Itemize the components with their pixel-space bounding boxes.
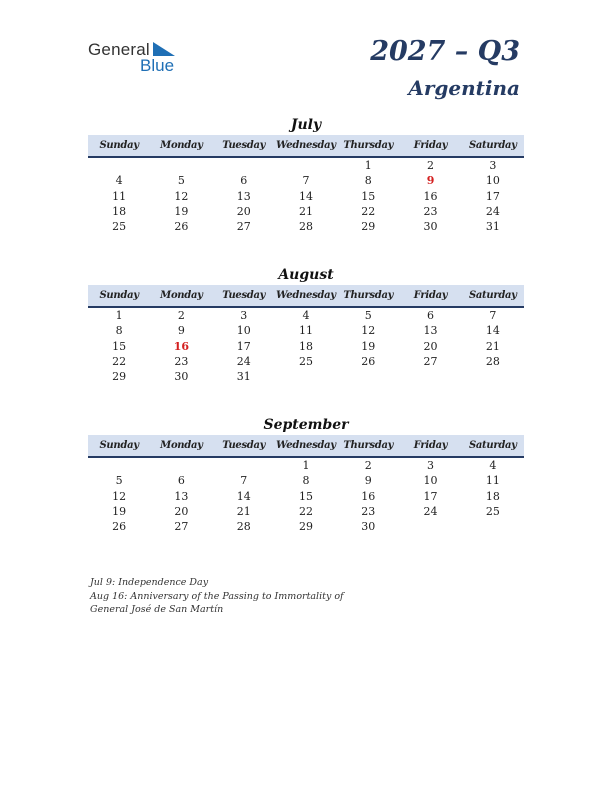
logo xyxy=(88,40,188,76)
holiday-note: General José de San Martín xyxy=(90,604,224,615)
week-row xyxy=(88,519,524,534)
date-cell: 12 xyxy=(112,489,127,503)
date-cell: 16 xyxy=(361,489,376,503)
date-cell: 21 xyxy=(485,339,500,353)
holiday-note: Aug 16: Anniversary of the Passing to Immortality of xyxy=(90,590,344,602)
weekday-label: Tuesday xyxy=(222,440,266,451)
date-cell: 27 xyxy=(236,220,251,234)
date-cell: 2 xyxy=(364,459,372,472)
date-cell: 14 xyxy=(298,189,313,203)
date-cell: 19 xyxy=(112,504,127,518)
date-cell: 25 xyxy=(485,504,500,518)
week-row xyxy=(88,189,524,204)
date-cell: 26 xyxy=(361,354,376,368)
date-cell: 12 xyxy=(174,189,189,203)
date-cell: 28 xyxy=(485,354,500,368)
weekday-label: Friday xyxy=(413,290,448,301)
weekday-label: Monday xyxy=(160,290,203,301)
date-cell: 26 xyxy=(174,220,189,234)
date-cell: 2 xyxy=(177,309,185,322)
date-cell: 5 xyxy=(115,474,123,488)
date-cell: 7 xyxy=(302,174,310,188)
month-calendar-july xyxy=(88,115,524,234)
weekday-label: Wednesday xyxy=(276,440,336,451)
date-cell: 19 xyxy=(174,204,189,218)
date-cell: 21 xyxy=(236,504,251,518)
date-cell: 10 xyxy=(423,474,438,488)
date-cell xyxy=(88,458,150,473)
weekday-label: Sunday xyxy=(99,140,139,151)
weekday-label: Thursday xyxy=(343,440,394,451)
holiday-notes xyxy=(90,576,344,617)
date-cell: 20 xyxy=(236,204,251,218)
logo-text-blue: Blue xyxy=(140,56,175,75)
date-cell: 1 xyxy=(302,459,310,472)
weekday-label: Tuesday xyxy=(222,140,266,151)
date-cell: 10 xyxy=(485,174,500,188)
date-cell: 27 xyxy=(174,520,189,534)
date-cell: 18 xyxy=(485,489,500,503)
date-cell: 9 xyxy=(364,474,372,488)
week-row xyxy=(88,504,524,519)
date-cell: 1 xyxy=(115,309,123,322)
week-row xyxy=(88,339,524,354)
weekday-label: Thursday xyxy=(343,140,394,151)
date-cell: 2 xyxy=(427,159,435,172)
weekday-label: Friday xyxy=(413,140,448,151)
date-cell xyxy=(462,519,524,534)
date-cell: 29 xyxy=(112,370,127,384)
date-cell xyxy=(462,369,524,384)
date-cell xyxy=(275,158,337,173)
date-cell: 9 xyxy=(177,324,185,338)
weekday-label: Saturday xyxy=(468,140,517,151)
week-row xyxy=(88,458,524,473)
date-cell: 28 xyxy=(298,220,313,234)
week-row xyxy=(88,354,524,369)
date-cell: 10 xyxy=(236,324,251,338)
weekday-label: Sunday xyxy=(99,290,139,301)
week-row xyxy=(88,308,524,323)
holiday-note: Jul 9: Independence Day xyxy=(90,577,209,588)
date-cell: 20 xyxy=(423,339,438,353)
date-cell: 6 xyxy=(427,309,435,322)
date-cell: 7 xyxy=(489,309,497,322)
page-subtitle: Argentina xyxy=(408,76,520,100)
weekday-label: Saturday xyxy=(468,440,517,451)
week-row xyxy=(88,369,524,384)
weekday-label: Sunday xyxy=(99,440,139,451)
date-cell: 8 xyxy=(115,324,123,338)
date-cell: 5 xyxy=(364,309,372,322)
date-cell xyxy=(213,458,275,473)
month-calendar-september xyxy=(88,415,524,534)
week-row xyxy=(88,173,524,188)
date-cell: 8 xyxy=(364,174,372,188)
date-cell: 3 xyxy=(240,309,248,322)
date-cell: 8 xyxy=(302,474,310,488)
page-title: 2027 – Q3 xyxy=(370,36,520,67)
date-cell xyxy=(399,519,461,534)
date-cell: 4 xyxy=(302,309,310,322)
date-cell: 19 xyxy=(361,339,376,353)
date-cell: 3 xyxy=(427,459,435,472)
date-cell: 17 xyxy=(236,339,251,353)
date-cell xyxy=(150,458,212,473)
week-row xyxy=(88,323,524,338)
date-cell: 4 xyxy=(489,459,497,472)
week-row xyxy=(88,473,524,488)
date-cell: 27 xyxy=(423,354,438,368)
date-cell: 25 xyxy=(298,354,313,368)
month-calendar-august xyxy=(88,265,524,384)
date-cell xyxy=(337,369,399,384)
date-cell: 31 xyxy=(236,370,251,384)
date-cell: 14 xyxy=(236,489,251,503)
date-cell xyxy=(213,158,275,173)
date-cell: 22 xyxy=(361,204,376,218)
month-name: July xyxy=(290,117,322,133)
date-cell: 11 xyxy=(112,189,127,203)
date-cell: 29 xyxy=(298,520,313,534)
date-cell xyxy=(275,369,337,384)
date-cell: 25 xyxy=(112,220,127,234)
month-name: September xyxy=(263,417,349,433)
holiday-date-cell: 9 xyxy=(426,174,435,188)
date-cell: 23 xyxy=(361,504,376,518)
date-cell: 13 xyxy=(174,489,189,503)
date-cell: 1 xyxy=(364,159,372,172)
date-cell: 22 xyxy=(298,504,313,518)
date-cell: 28 xyxy=(236,520,251,534)
holiday-date-cell: 16 xyxy=(173,339,190,353)
date-cell: 21 xyxy=(298,204,313,218)
weekday-header-row xyxy=(88,135,524,158)
date-cell: 31 xyxy=(485,220,500,234)
weekday-label: Saturday xyxy=(468,290,517,301)
date-cell: 16 xyxy=(423,189,438,203)
date-cell: 11 xyxy=(298,324,313,338)
date-cell xyxy=(88,158,150,173)
date-cell: 14 xyxy=(485,324,500,338)
date-cell: 24 xyxy=(485,204,500,218)
date-cell: 18 xyxy=(112,204,127,218)
weekday-label: Wednesday xyxy=(276,290,336,301)
date-cell: 24 xyxy=(423,504,438,518)
weekday-label: Wednesday xyxy=(276,140,336,151)
weekday-label: Monday xyxy=(160,440,203,451)
date-cell: 11 xyxy=(485,474,500,488)
date-cell: 26 xyxy=(112,520,127,534)
logo-text-general: General xyxy=(88,40,150,59)
weekday-label: Tuesday xyxy=(222,290,266,301)
date-cell: 3 xyxy=(489,159,497,172)
weekday-label: Friday xyxy=(413,440,448,451)
week-row xyxy=(88,219,524,234)
date-cell: 13 xyxy=(423,324,438,338)
date-cell: 5 xyxy=(177,174,185,188)
date-cell: 30 xyxy=(361,520,376,534)
date-cell: 15 xyxy=(298,489,313,503)
date-cell: 24 xyxy=(236,354,251,368)
date-cell: 6 xyxy=(177,474,185,488)
weekday-header-row xyxy=(88,285,524,308)
weekday-label: Thursday xyxy=(343,290,394,301)
date-cell: 4 xyxy=(115,174,123,188)
date-cell: 7 xyxy=(240,474,248,488)
date-cell: 17 xyxy=(485,189,500,203)
date-cell: 18 xyxy=(298,339,313,353)
date-cell: 22 xyxy=(112,354,127,368)
date-cell: 15 xyxy=(361,189,376,203)
date-cell xyxy=(399,369,461,384)
date-cell: 30 xyxy=(423,220,438,234)
date-cell: 29 xyxy=(361,220,376,234)
date-cell: 13 xyxy=(236,189,251,203)
week-row xyxy=(88,204,524,219)
week-row xyxy=(88,489,524,504)
date-cell: 23 xyxy=(423,204,438,218)
week-row xyxy=(88,158,524,173)
month-name: August xyxy=(278,267,334,283)
date-cell xyxy=(150,158,212,173)
date-cell: 30 xyxy=(174,370,189,384)
date-cell: 15 xyxy=(112,339,127,353)
date-cell: 23 xyxy=(174,354,189,368)
date-cell: 20 xyxy=(174,504,189,518)
date-cell: 6 xyxy=(240,174,248,188)
date-cell: 12 xyxy=(361,324,376,338)
date-cell: 17 xyxy=(423,489,438,503)
weekday-label: Monday xyxy=(160,140,203,151)
weekday-header-row xyxy=(88,435,524,458)
